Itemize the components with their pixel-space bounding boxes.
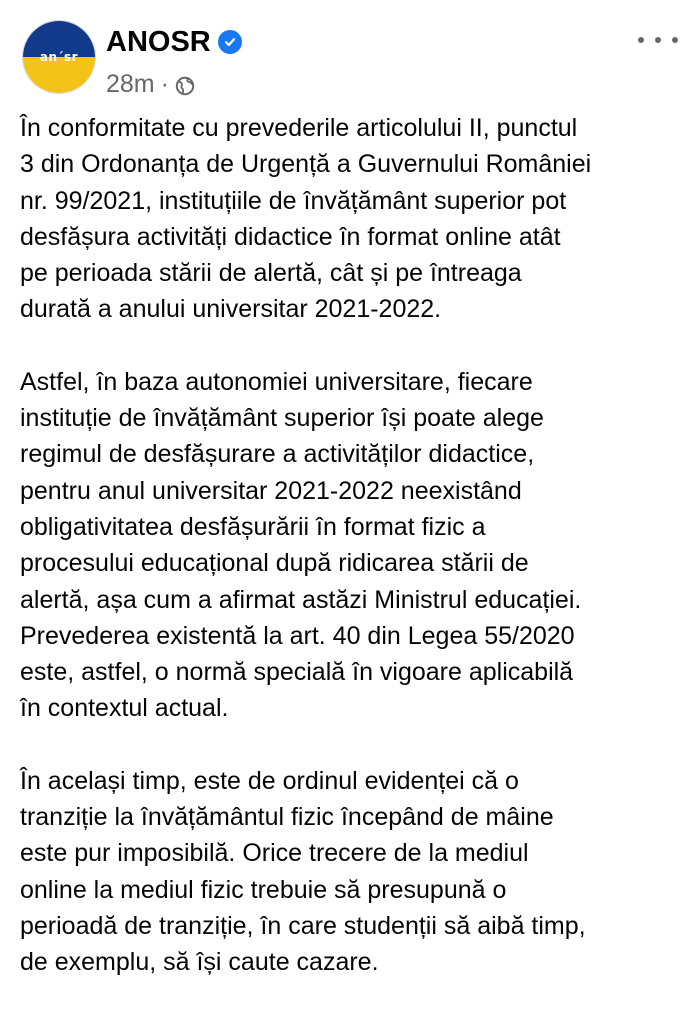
- text-line: obligativitatea desfășurării în format fizic a: [20, 512, 486, 541]
- text-line: perioadă de tranziție, în care studenții să aibă timp,: [20, 911, 586, 940]
- verified-badge-icon: [218, 30, 242, 54]
- text-line: online la mediul fizic trebuie să presupună o: [20, 875, 507, 904]
- text-line: Astfel, în baza autonomiei universitare, fiecare: [20, 367, 533, 396]
- text-line: instituție de învățământ superior își poate alege: [20, 404, 544, 433]
- text-line: durată a anului universitar 2021-2022.: [20, 295, 442, 324]
- post-paragraph: [20, 110, 692, 328]
- text-line: pe perioada stării de alertă, cât și pe întreaga: [20, 259, 522, 288]
- meta-separator: ·: [160, 69, 169, 98]
- text-line: este, astfel, o normă specială în vigoare aplicabilă: [20, 658, 574, 687]
- text-line: procesului educațional după ridicarea stării de: [20, 549, 529, 578]
- text-line: pentru anul universitar 2021-2022 neexistând: [20, 476, 522, 505]
- post-paragraph: [20, 763, 692, 981]
- avatar-logo-text: an´sr: [39, 50, 79, 64]
- more-dot: [638, 37, 644, 43]
- post-header: [22, 20, 680, 100]
- post-paragraph: [20, 364, 692, 727]
- text-line: Prevederea existentă la art. 40 din Legea 55/2020: [20, 621, 575, 650]
- avatar[interactable]: [22, 20, 96, 94]
- author-row: [106, 22, 242, 62]
- text-line: tranziție la învățământul fizic începând de mâine: [20, 803, 554, 832]
- post-meta: [106, 68, 195, 100]
- post-body: [20, 110, 692, 1017]
- text-line: regimul de desfășurare a activităților didactice,: [20, 440, 535, 469]
- more-options-icon[interactable]: [638, 28, 678, 52]
- author-name[interactable]: ANOSR: [106, 25, 211, 58]
- more-dot: [672, 37, 678, 43]
- text-line: 3 din Ordonanța de Urgență a Guvernului României: [20, 150, 592, 179]
- globe-icon[interactable]: [175, 74, 195, 94]
- more-dot: [655, 37, 661, 43]
- text-line: alertă, așa cum a afirmat astăzi Ministrul educației.: [20, 585, 582, 614]
- text-line: în contextul actual.: [20, 694, 229, 723]
- text-line: de exemplu, să își caute cazare.: [20, 948, 379, 977]
- post-time[interactable]: 28m: [106, 69, 155, 98]
- text-line: nr. 99/2021, instituțiile de învățământ superior pot: [20, 186, 567, 215]
- text-line: este pur imposibilă. Orice trecere de la mediul: [20, 839, 529, 868]
- text-line: În același timp, este de ordinul evidenței că o: [20, 766, 519, 795]
- text-line: În conformitate cu prevederile articolului II, punctul: [20, 114, 578, 142]
- text-line: desfășura activități didactice în format online atât: [20, 222, 561, 251]
